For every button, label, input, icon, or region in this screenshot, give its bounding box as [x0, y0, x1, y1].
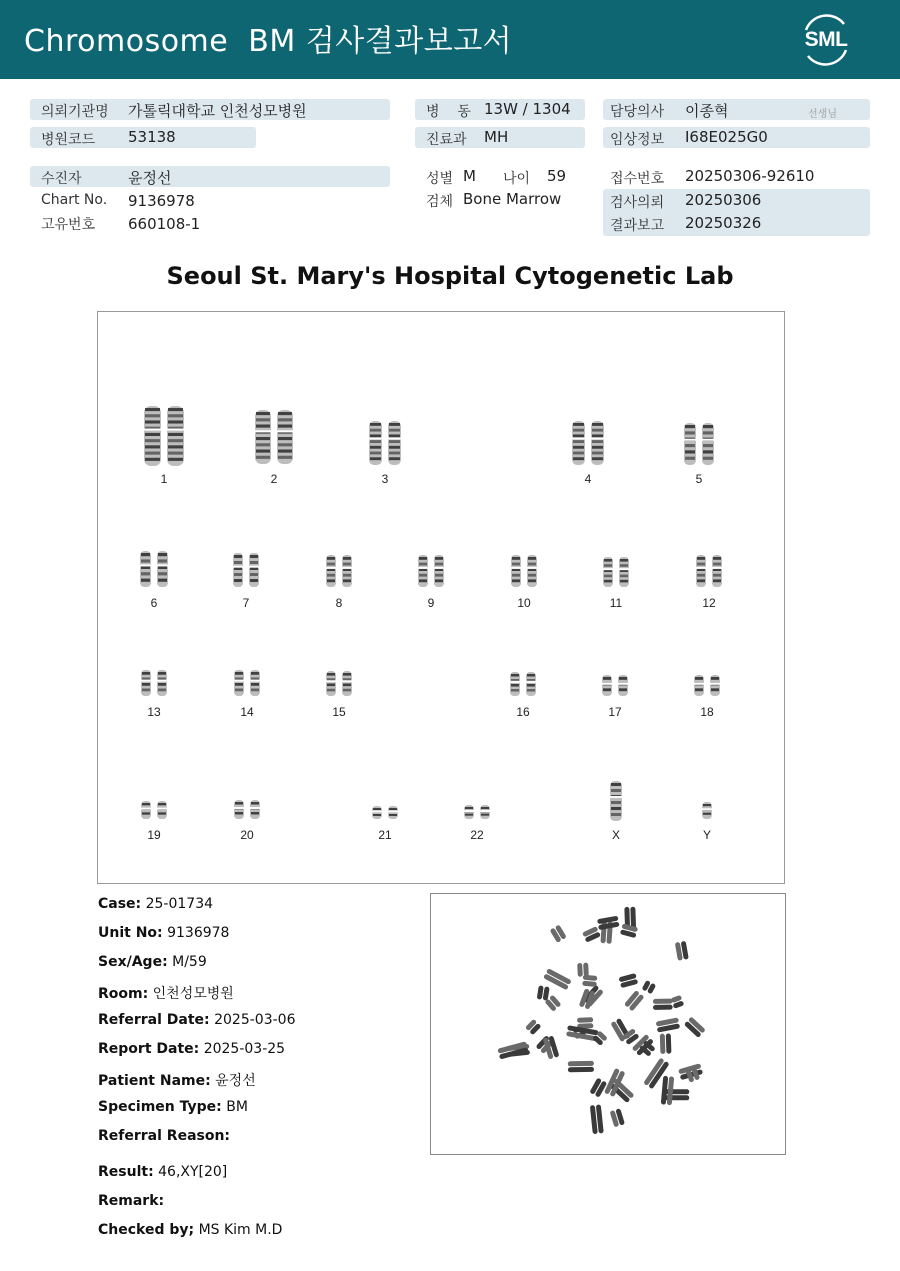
institution-label: 의뢰기관명 [41, 104, 109, 120]
room-line [98, 983, 234, 1003]
chromosome-5 [683, 422, 715, 466]
chromosome-15 [325, 670, 353, 697]
department-value: MH [484, 128, 509, 146]
report-date-label: 결과보고 [610, 218, 665, 234]
report-date-line [98, 1041, 285, 1057]
logo-text: SML [804, 28, 848, 51]
chromosome-label-5: 5 [695, 472, 703, 486]
chromosome-18 [693, 674, 721, 697]
age-value: 59 [547, 167, 567, 185]
result-line [98, 1164, 227, 1180]
metaphase-spread-icon [431, 894, 785, 1154]
patient-label: 수진자 [41, 171, 82, 187]
specimen-type-label: Specimen Type: [98, 1099, 222, 1115]
chart-no-value: 9136978 [128, 192, 195, 210]
patient-bar [30, 166, 390, 187]
chromosome-14 [233, 669, 261, 697]
lab-title: Seoul St. Mary's Hospital Cytogenetic Lab [166, 262, 734, 290]
chromosome-6 [139, 550, 169, 588]
hospital-code-label: 병원코드 [41, 132, 96, 148]
age-label: 나이 [503, 171, 531, 187]
chromosome-22 [463, 804, 491, 820]
patient-name-value: 윤정선 [215, 1073, 256, 1089]
chromosome-label-y: Y [702, 828, 711, 842]
chromosome-label-11: 11 [609, 596, 623, 610]
chromosome-8 [325, 554, 353, 588]
result-value: 46,XY[20] [158, 1164, 228, 1180]
patient-name-label: Patient Name: [98, 1073, 211, 1089]
referral-date-line [98, 1012, 295, 1028]
chromosome-13 [140, 669, 168, 697]
chromosome-3 [368, 420, 402, 466]
chromosome-label-10: 10 [517, 596, 531, 610]
checked-by-line [98, 1222, 282, 1238]
chromosome-label-6: 6 [150, 596, 158, 610]
result-label: Result: [98, 1164, 154, 1180]
chromosome-label-4: 4 [584, 472, 592, 486]
chromosome-label-7: 7 [242, 596, 250, 610]
doctor-label: 담당의사 [610, 104, 665, 120]
sex-label: 성별 [426, 171, 454, 187]
chromosome-10 [510, 554, 538, 588]
specimen-type-value: BM [226, 1099, 248, 1115]
chromosome-label-8: 8 [335, 596, 343, 610]
checked-by-value: MS Kim M.D [198, 1222, 283, 1238]
sml-logo [798, 12, 854, 68]
chromosome-label-15: 15 [332, 705, 346, 719]
case-line [98, 896, 213, 912]
chromosome-label-21: 21 [378, 828, 392, 842]
request-date-label: 검사의뢰 [610, 195, 665, 211]
request-date-value: 20250306 [685, 191, 762, 209]
clinical-info-label: 임상정보 [610, 132, 665, 148]
report-header [0, 0, 900, 79]
ward-label: 병 동 [426, 104, 471, 120]
chromosome-9 [417, 554, 445, 588]
chromosome-label-13: 13 [147, 705, 161, 719]
metaphase-image [430, 893, 786, 1155]
chromosome-7 [232, 552, 260, 588]
karyotype-image [97, 311, 785, 884]
room-value: 인천성모병원 [152, 986, 234, 1002]
sex-age-line [98, 954, 207, 970]
chart-no-label: Chart No. [41, 192, 108, 208]
referral-date-value: 2025-03-06 [214, 1012, 296, 1028]
specimen-type-line [98, 1099, 248, 1115]
referral-reason-line [98, 1128, 230, 1144]
doctor-value: 이종혁 [685, 102, 729, 120]
chromosome-label-14: 14 [240, 705, 254, 719]
chromosome-16 [509, 671, 537, 697]
case-report-date-label: Report Date: [98, 1041, 200, 1057]
receipt-no-value: 20250306-92610 [685, 167, 815, 185]
chromosome-label-17: 17 [608, 705, 622, 719]
chromosome-x [600, 780, 632, 822]
department-label: 진료과 [426, 132, 467, 148]
chromosome-21 [371, 805, 399, 820]
chromosome-4 [571, 420, 605, 466]
unit-no-label: Unit No: [98, 925, 163, 941]
chromosome-label-9: 9 [427, 596, 435, 610]
sex-age-label: Sex/Age: [98, 954, 168, 970]
unique-no-value: 660108-1 [128, 215, 201, 233]
chromosome-label-16: 16 [516, 705, 530, 719]
chromosome-label-12: 12 [702, 596, 716, 610]
chromosome-label-1: 1 [160, 472, 168, 486]
chromosome-label-3: 3 [381, 472, 389, 486]
institution-value: 가톨릭대학교 인천성모병원 [128, 102, 307, 120]
room-label: Room: [98, 986, 149, 1002]
case-report-date-value: 2025-03-25 [203, 1041, 286, 1057]
checked-by-label: Checked by; [98, 1222, 195, 1238]
receipt-no-label: 접수번호 [610, 171, 665, 187]
unique-no-label: 고유번호 [41, 217, 96, 233]
referral-date-label: Referral Date: [98, 1012, 210, 1028]
hospital-code-value: 53138 [128, 128, 176, 146]
chromosome-20 [233, 799, 261, 820]
chromosome-2 [254, 409, 294, 465]
report-date-value: 20250326 [685, 214, 762, 232]
specimen-label: 검체 [426, 194, 454, 210]
case-value: 25-01734 [145, 896, 214, 912]
sex-value: M [463, 167, 476, 185]
patient-value: 윤정선 [128, 169, 172, 187]
chromosome-label-18: 18 [700, 705, 714, 719]
chromosome-y [693, 801, 721, 820]
chromosome-label-2: 2 [270, 472, 278, 486]
remark-line [98, 1193, 164, 1209]
specimen-value: Bone Marrow [463, 190, 562, 208]
chromosome-label-x: X [611, 828, 620, 842]
chromosome-19 [140, 800, 168, 820]
chromosome-17 [601, 674, 629, 697]
chromosome-label-22: 22 [470, 828, 484, 842]
chromosome-label-19: 19 [147, 828, 161, 842]
referral-reason-label: Referral Reason: [98, 1128, 231, 1144]
sex-age-value: M/59 [172, 954, 207, 970]
clinical-info-value: I68E025G0 [685, 128, 768, 146]
unit-no-line [98, 925, 229, 941]
unit-no-value: 9136978 [167, 925, 230, 941]
chromosome-1 [143, 405, 185, 467]
chromosome-label-20: 20 [240, 828, 254, 842]
report-title: Chromosome BM 검사결과보고서 [24, 24, 513, 59]
chromosome-11 [602, 556, 630, 588]
case-label: Case: [98, 896, 142, 912]
patient-name-line [98, 1070, 256, 1090]
doctor-suffix: 선생님 [808, 109, 837, 120]
remark-label: Remark: [98, 1193, 165, 1209]
chromosome-12 [695, 554, 723, 588]
ward-value: 13W / 1304 [484, 100, 571, 118]
